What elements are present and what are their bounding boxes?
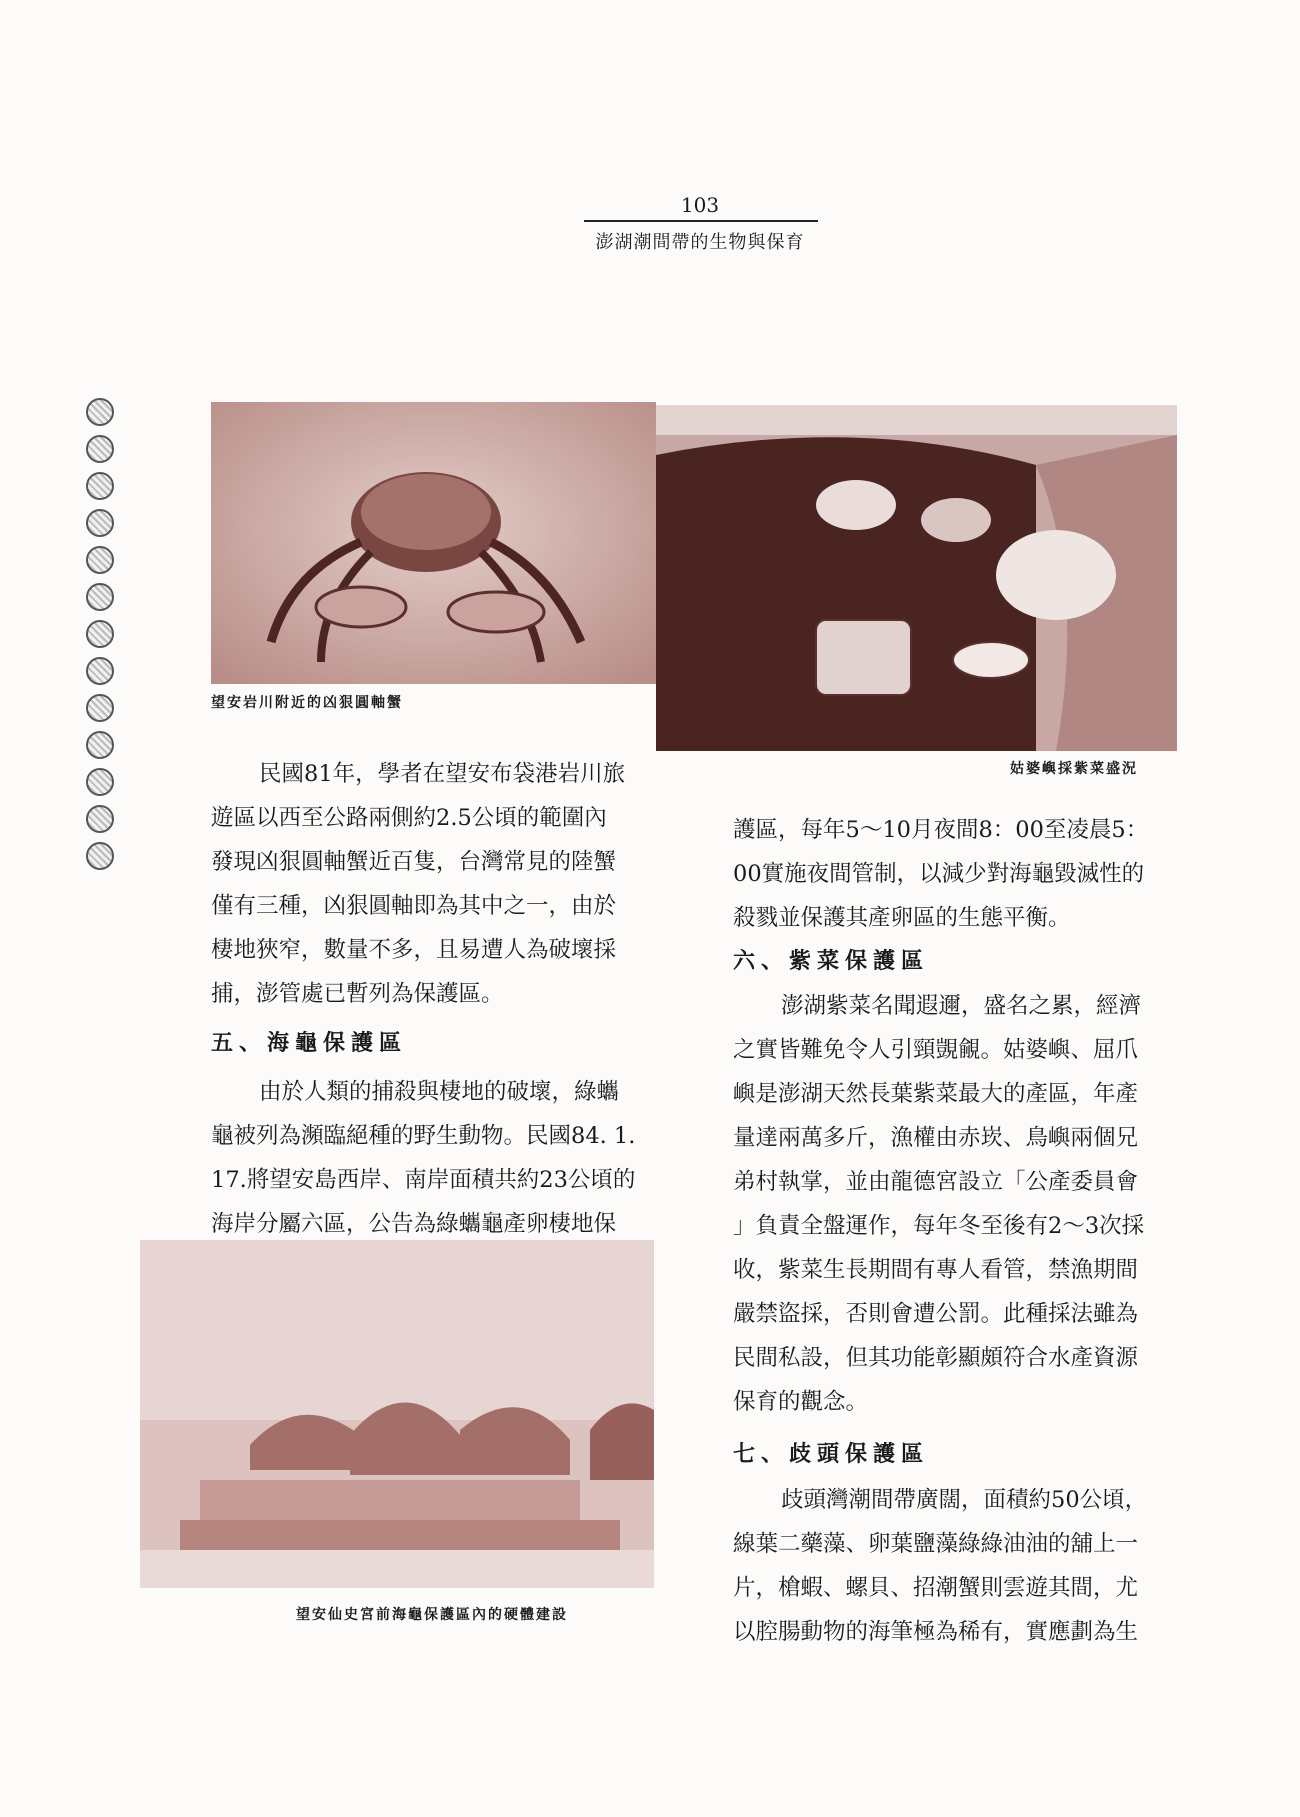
- section-heading-seaweed: 六、紫菜保護區: [733, 949, 930, 974]
- paragraph-crab-reserve: [211, 752, 651, 1016]
- text-line: 遊區以西至公路兩側約2.5公頃的範圍內: [211, 805, 607, 831]
- side-ornament: [86, 398, 118, 879]
- text-line: 收，紫菜生長期間有專人看管，禁漁期間: [733, 1257, 1139, 1283]
- figure-caption-seaweed: 姑婆嶼採紫菜盛況: [1010, 761, 1138, 777]
- text-line: 殺戮並保護其產卵區的生態平衡。: [733, 905, 1071, 931]
- text-line: 保育的觀念。: [733, 1389, 869, 1415]
- ornament-medallion: [86, 657, 114, 685]
- section-heading-qitou: 七、歧頭保護區: [733, 1442, 930, 1467]
- page-number: 103: [680, 193, 720, 217]
- ornament-medallion: [86, 694, 114, 722]
- text-line: 民國81年，學者在望安布袋港岩川旅: [259, 761, 626, 787]
- ornament-medallion: [86, 546, 114, 574]
- text-line: 歧頭灣潮間帶廣闊，面積約50公頃，: [781, 1487, 1148, 1513]
- ornament-medallion: [86, 805, 114, 833]
- ornament-medallion: [86, 435, 114, 463]
- text-line: 量達兩萬多斤，漁權由赤崁、鳥嶼兩個兄: [733, 1125, 1139, 1151]
- text-line: 由於人類的捕殺與棲地的破壞，綠蠵: [259, 1079, 620, 1105]
- text-line: 片，槍蝦、螺貝、招潮蟹則雲遊其間，尤: [733, 1575, 1139, 1601]
- text-line: 之實皆難免令人引頸覬覦。姑婆嶼、屈爪: [733, 1037, 1139, 1063]
- text-line: 嚴禁盜採，否則會遭公罰。此種採法雖為: [733, 1301, 1139, 1327]
- figure-caption-temple: 望安仙史宮前海龜保護區內的硬體建設: [296, 1607, 568, 1623]
- text-line: 護區，每年5～10月夜間8：00至凌晨5：: [733, 817, 1149, 843]
- text-line: 弟村執掌，並由龍德宮設立「公產委員會: [733, 1169, 1139, 1195]
- text-line: 海岸分屬六區，公告為綠蠵龜產卵棲地保: [211, 1211, 617, 1237]
- figure-caption-crab: 望安岩川附近的凶狠圓軸蟹: [211, 695, 403, 711]
- text-line: 嶼是澎湖天然長葉紫菜最大的產區，年產: [733, 1081, 1139, 1107]
- paragraph-turtle-reserve: [211, 1070, 651, 1246]
- text-line: 00實施夜間管制，以減少對海龜毀滅性的: [733, 861, 1145, 887]
- ornament-medallion: [86, 583, 114, 611]
- ornament-medallion: [86, 509, 114, 537]
- crab-photo: [211, 402, 656, 684]
- ornament-medallion: [86, 768, 114, 796]
- text-line: 龜被列為瀕臨絕種的野生動物。民國84. 1.: [211, 1123, 636, 1149]
- text-line: 發現凶狠圓軸蟹近百隻，台灣常見的陸蟹: [211, 849, 617, 875]
- section-heading-turtle: 五、海龜保護區: [211, 1031, 408, 1056]
- running-title: 澎湖潮間帶的生物與保育: [595, 232, 805, 253]
- paragraph-turtle-reserve-cont: [733, 808, 1173, 940]
- ornament-medallion: [86, 398, 114, 426]
- temple-reserve-photo: [140, 1240, 654, 1588]
- text-line: 17.將望安島西岸、南岸面積共約23公頃的: [211, 1167, 636, 1193]
- ornament-medallion: [86, 842, 114, 870]
- header-rule: [584, 220, 818, 222]
- text-line: 線葉二藥藻、卵葉鹽藻綠綠油油的舖上一: [733, 1531, 1139, 1557]
- text-line: 捕，澎管處已暫列為保護區。: [211, 981, 504, 1007]
- seaweed-harvest-photo: [656, 405, 1177, 751]
- text-line: 澎湖紫菜名聞遐邇，盛名之累，經濟: [781, 993, 1142, 1019]
- text-line: 棲地狹窄，數量不多，且易遭人為破壞採: [211, 937, 617, 963]
- text-line: 民間私設，但其功能彰顯頗符合水產資源: [733, 1345, 1139, 1371]
- text-line: 以腔腸動物的海筆極為稀有，實應劃為生: [733, 1619, 1139, 1645]
- ornament-medallion: [86, 472, 114, 500]
- text-line: 僅有三種，凶狠圓軸即為其中之一，由於: [211, 893, 617, 919]
- paragraph-qitou-reserve: [733, 1478, 1173, 1654]
- text-line: 」負責全盤運作，每年冬至後有2～3次採: [733, 1213, 1145, 1239]
- ornament-medallion: [86, 731, 114, 759]
- ornament-medallion: [86, 620, 114, 648]
- paragraph-seaweed-reserve: [733, 984, 1173, 1424]
